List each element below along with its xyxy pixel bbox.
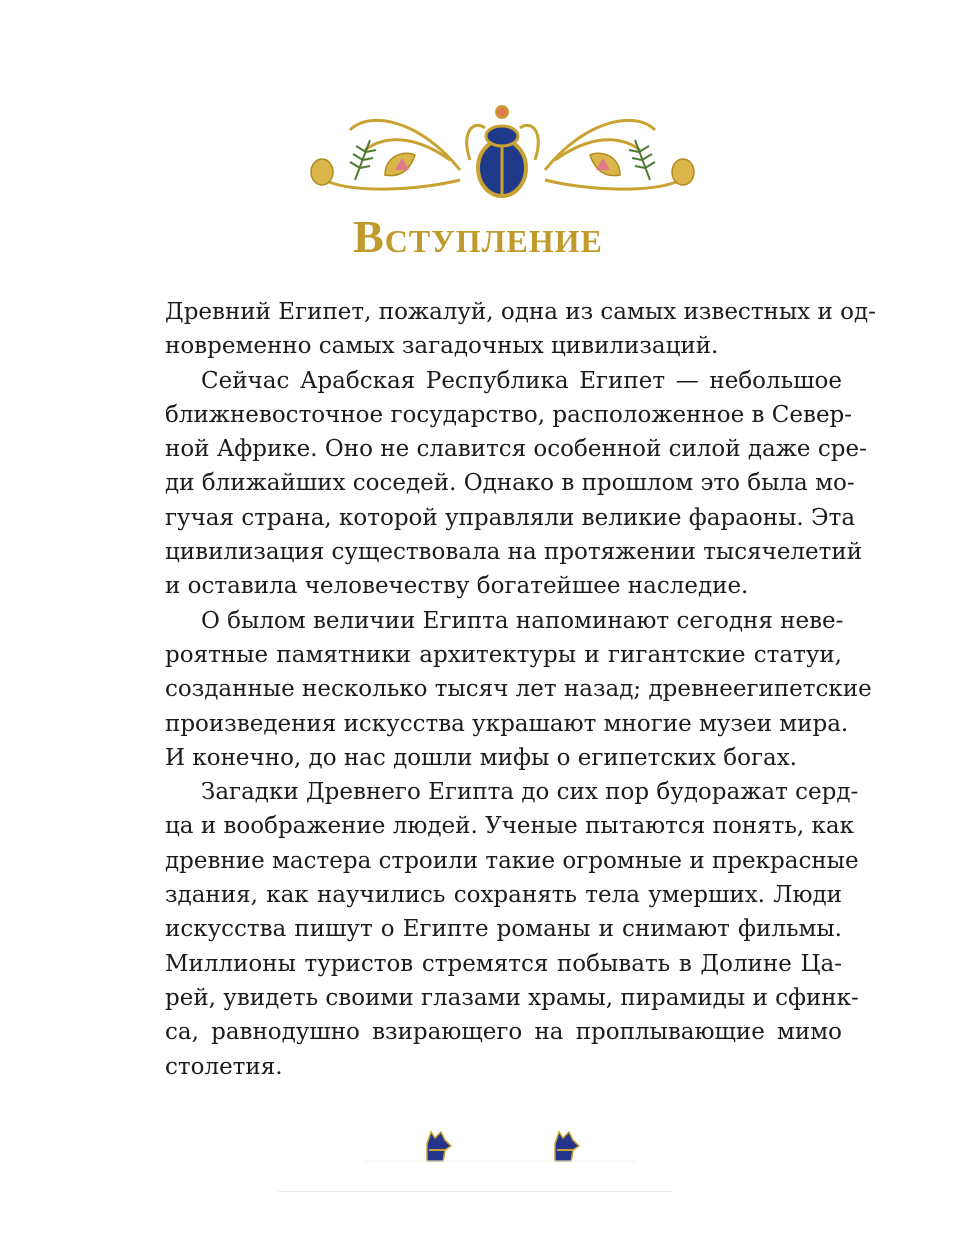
text-line: Сейчас Арабская Республика Египет — небольшое xyxy=(201,367,842,394)
paragraph-1 xyxy=(165,295,876,364)
text-line: ди ближайших соседей. Однако в прошлом это была мо- xyxy=(165,470,855,497)
text-line: Загадки Древнего Египта до сих пор будоражат серд- xyxy=(201,779,859,806)
anubis-jackals-icon xyxy=(365,1122,635,1162)
text-line: рей, увидеть своими глазами храмы, пирамиды и сфинк- xyxy=(165,984,859,1011)
text-line: древние мастера строили такие огромные и прекрасные xyxy=(165,847,859,874)
text-line: ца и воображение людей. Ученые пытаются понять, как xyxy=(165,813,854,840)
text-line: И конечно, до нас дошли мифы о египетских богах. xyxy=(165,744,797,771)
body-text xyxy=(165,295,876,1084)
text-line: ближневосточное государство, расположенное в Север- xyxy=(165,401,853,428)
text-line: ной Африке. Оно не славится особенной силой даже сре- xyxy=(165,436,867,463)
text-line: О былом величии Египта напоминают сегодня неве- xyxy=(201,607,844,634)
text-line: произведения искусства украшают многие музеи мира. xyxy=(165,710,849,737)
divider xyxy=(278,1191,672,1192)
text-line: искусства пишут о Египте романы и снимают фильмы. xyxy=(165,916,842,943)
scarab-lotus-ornament-icon xyxy=(310,100,695,198)
text-line: новременно самых загадочных цивилизаций. xyxy=(165,333,719,360)
text-line: цивилизация существовала на протяжении тысячелетий xyxy=(165,539,863,566)
text-line: Миллионы туристов стремятся побывать в Долине Ца- xyxy=(165,950,842,977)
text-line: созданные несколько тысяч лет назад; древнеегипетские xyxy=(165,676,872,703)
text-line: са, равнодушно взирающего на проплывающие мимо xyxy=(165,1019,842,1046)
text-line: гучая страна, которой управляли великие фараоны. Эта xyxy=(165,504,856,531)
text-line: роятные памятники архитектуры и гигантские статуи, xyxy=(165,641,842,668)
chapter-title: Вступление xyxy=(353,211,603,262)
paragraph-2 xyxy=(165,364,867,604)
paragraph-4 xyxy=(165,775,859,1084)
text-line: столетия. xyxy=(165,1053,283,1080)
text-line: Древний Египет, пожалуй, одна из самых известных и од- xyxy=(165,299,876,325)
paragraph-3 xyxy=(165,604,872,775)
text-line: и оставила человечеству богатейшее наследие. xyxy=(165,573,749,600)
text-line: здания, как научились сохранять тела умерших. Люди xyxy=(165,882,842,909)
